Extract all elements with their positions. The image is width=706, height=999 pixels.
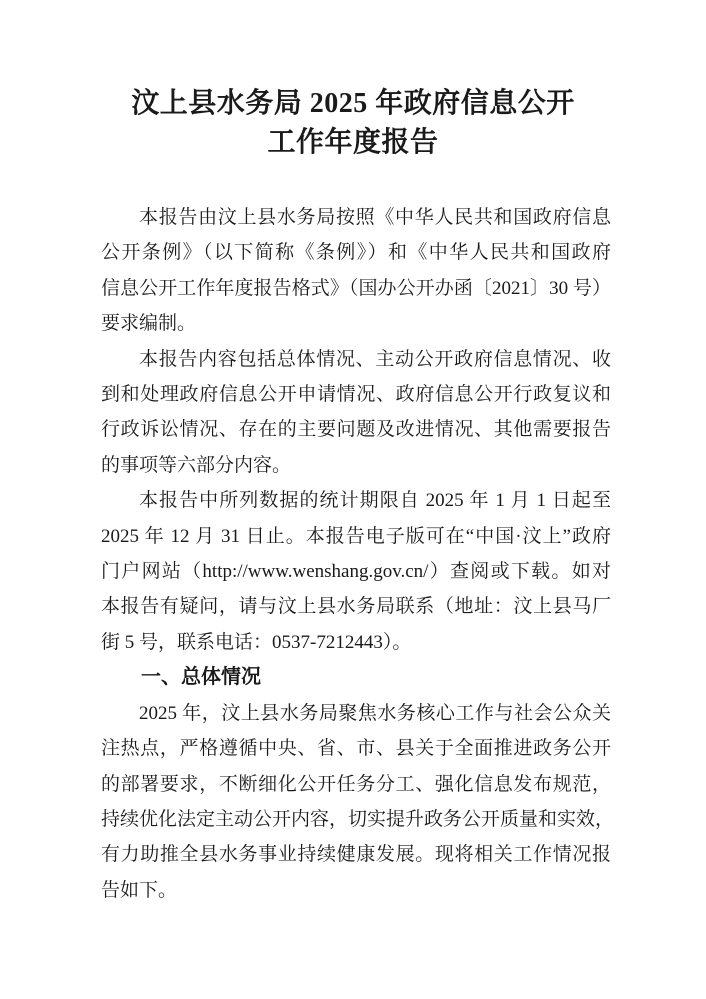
paragraph-line: 告如下。 (101, 879, 178, 901)
section-heading (101, 660, 611, 695)
paragraph-line: 2025 年，汶上县水务局聚焦水务核心工作与社会公众关 (139, 702, 611, 724)
paragraph-line: 的部署要求，不断细化公开任务分工、强化信息发布规范， (101, 773, 611, 795)
paragraph-line: 有力助推全县水务事业持续健康发展。现将相关工作情况报 (101, 844, 611, 866)
paragraph-line: 的事项等六部分内容。 (101, 454, 292, 476)
paragraph-line: 行政诉讼情况、存在的主要问题及改进情况、其他需要报告 (101, 419, 611, 441)
paragraph-line: 本报告由汶上县水务局按照《中华人民共和国政府信息 (139, 207, 611, 228)
paragraph-line: 公开条例》（以下简称《条例》）和《中华人民共和国政府 (101, 242, 611, 264)
paragraph (101, 342, 611, 484)
paragraph-line: 注热点，严格遵循中央、省、市、县关于全面推进政务公开 (101, 738, 611, 760)
paragraph-line: 门户网站（http://www.wenshang.gov.cn/）查阅或下载。如对 (101, 561, 611, 583)
paragraph-line: 本报告中所列数据的统计期限自 2025 年 1 月 1 日起至 (139, 490, 611, 512)
paragraph-line: 本报告内容包括总体情况、主动公开政府信息情况、收 (139, 348, 611, 370)
paragraph (101, 483, 611, 660)
paragraph-line: 2025 年 12 月 31 日止。本报告电子版可在“中国·汶上”政府 (101, 525, 611, 547)
paragraph (101, 200, 611, 342)
paragraph-line: 持续优化法定主动公开内容，切实提升政务公开质量和实效， (101, 808, 615, 830)
paragraph (101, 696, 615, 908)
section-heading-text: 一、总体情况 (141, 666, 261, 689)
paragraph-line: 信息公开工作年度报告格式》（国办公开办函〔2021〕30 号） (101, 277, 611, 299)
paragraph-line: 要求编制。 (101, 313, 197, 335)
paragraph-line: 街 5 号，联系电话：0537-7212443）。 (101, 631, 412, 653)
paragraph-line: 到和处理政府信息公开申请情况、政府信息公开行政复议和 (101, 384, 611, 406)
document-body (101, 200, 615, 908)
document-title (0, 0, 706, 162)
paragraph-line: 本报告有疑问，请与汶上县水务局联系（地址：汶上县马厂 (101, 596, 611, 618)
document-title-line-1: 汶上县水务局 2025 年政府信息公开 (131, 88, 575, 119)
document-title-line-2: 工作年度报告 (267, 127, 439, 158)
